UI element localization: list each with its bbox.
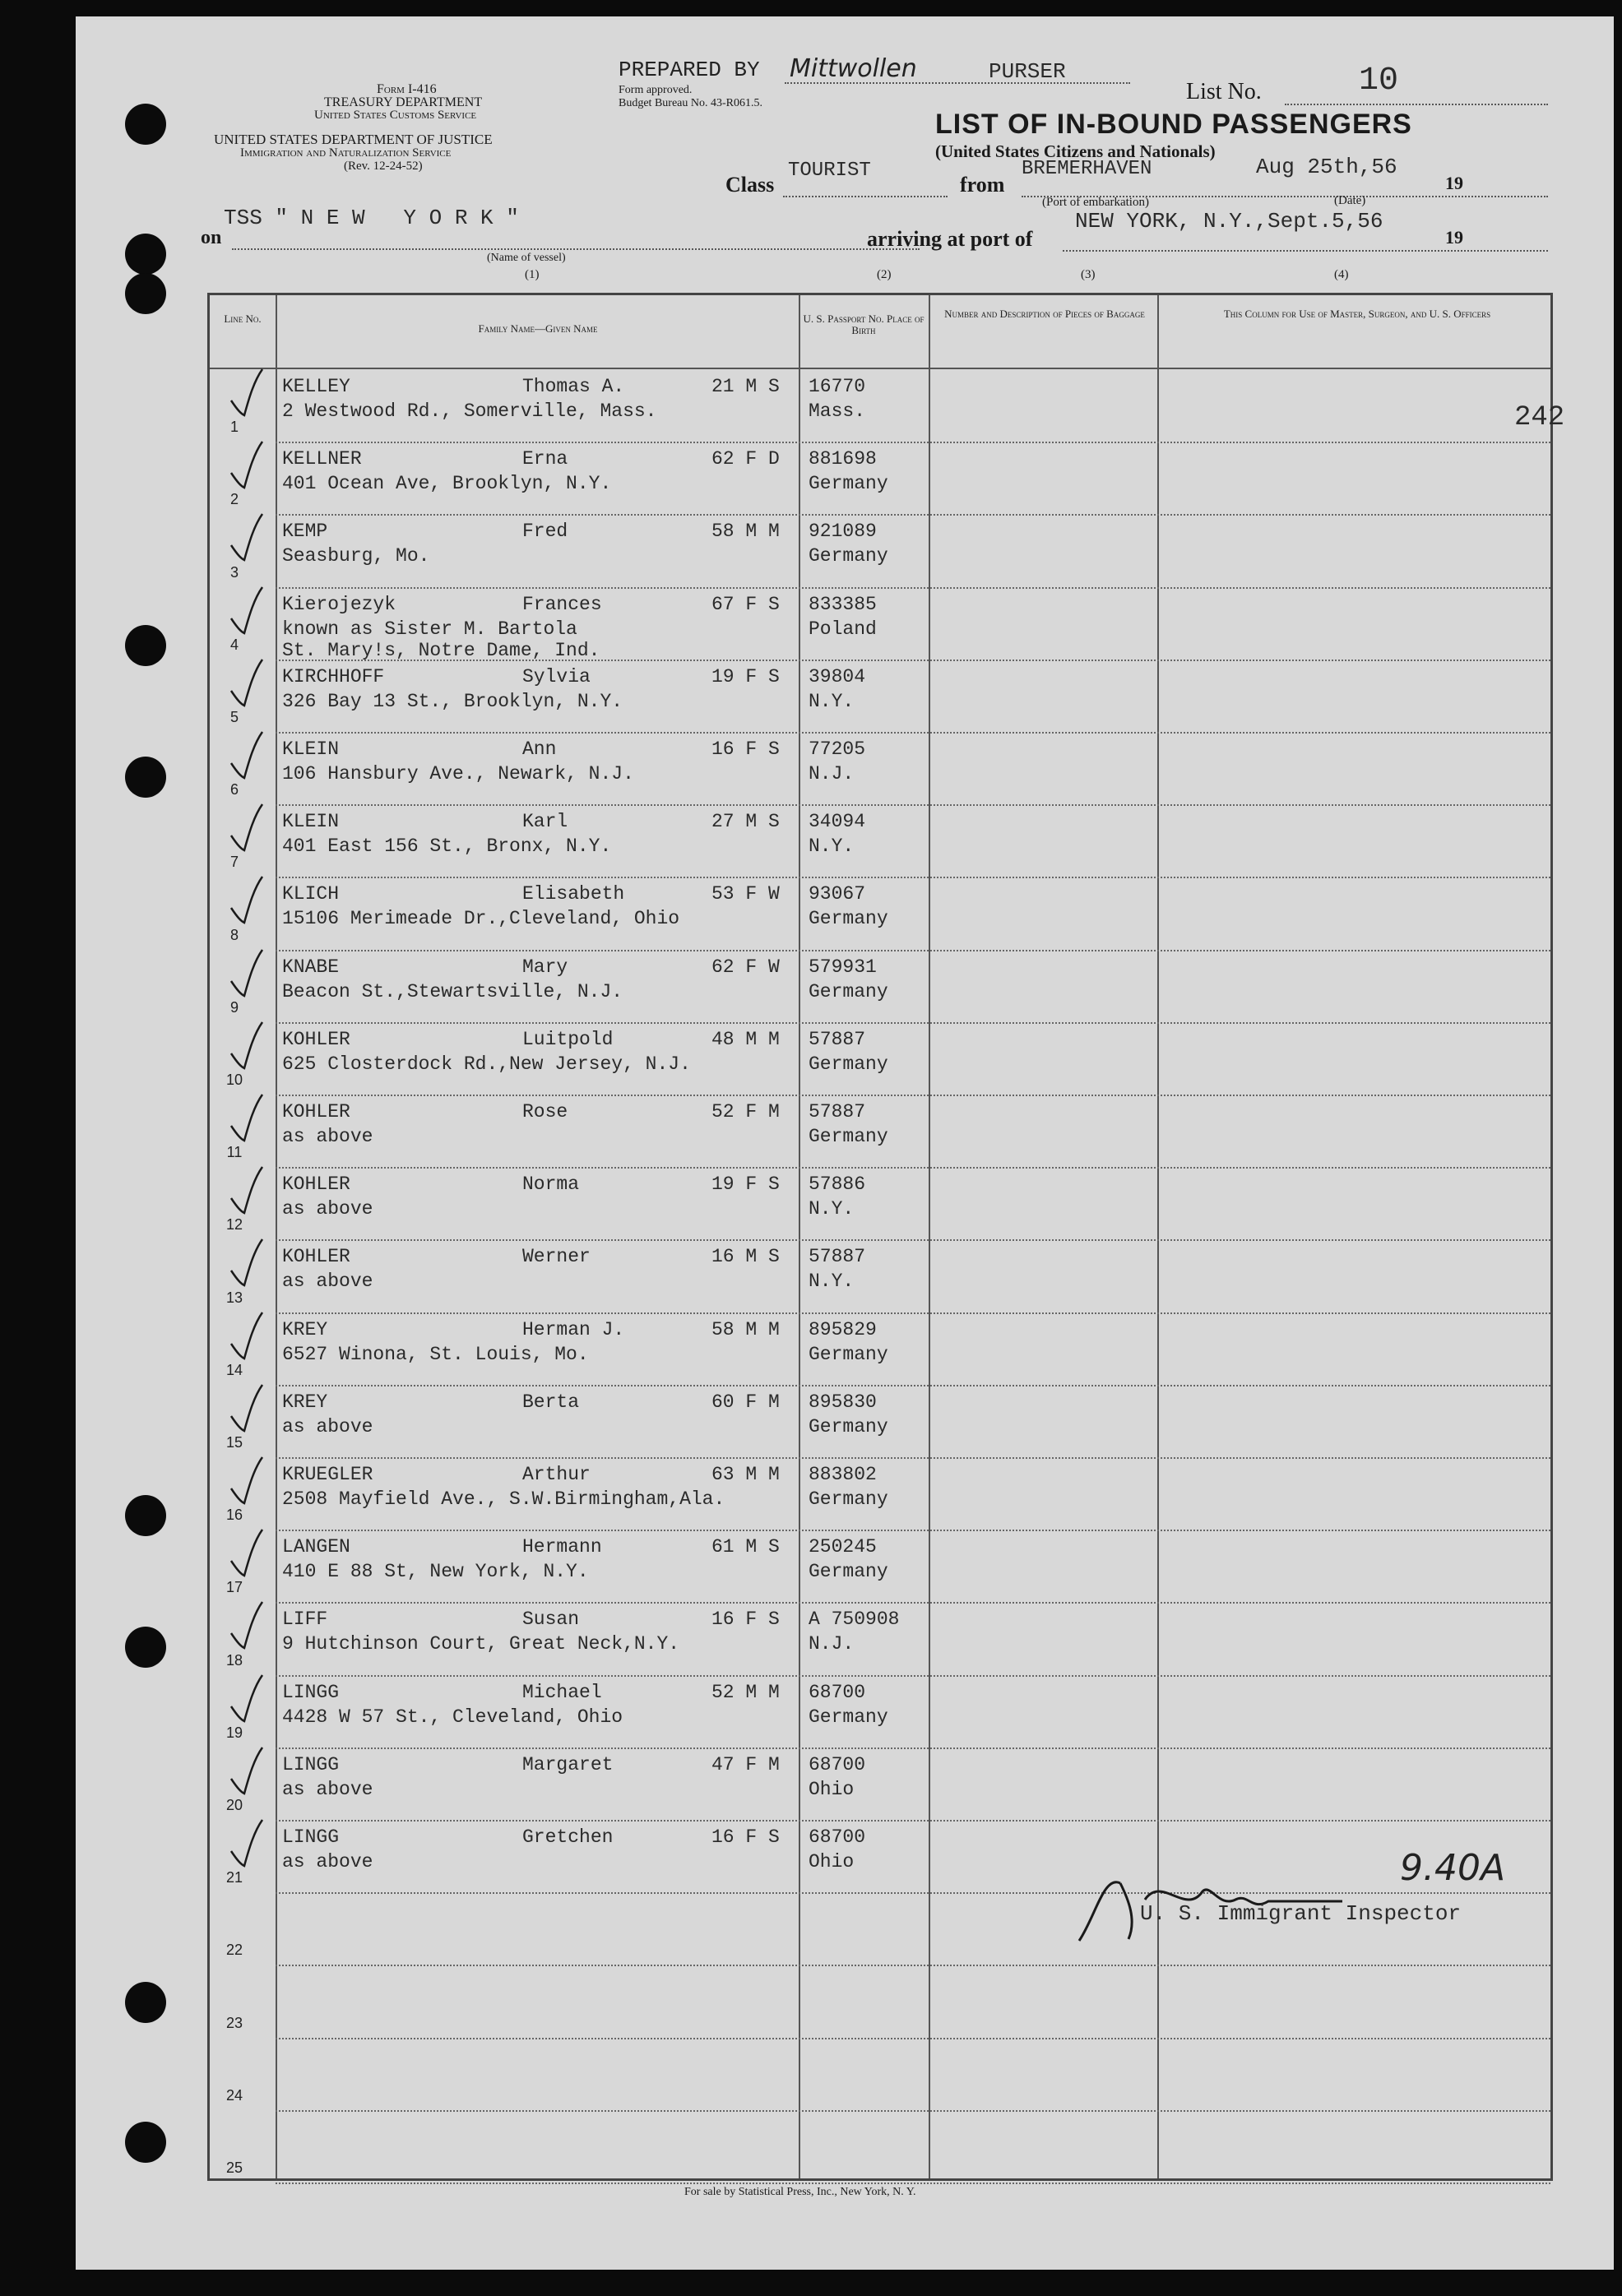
address: 15106 Merimeade Dr.,Cleveland, Ohio	[282, 908, 680, 930]
given-name: Luitpold	[522, 1028, 614, 1050]
passport-number: 57887	[809, 1101, 866, 1123]
given-name: Sylvia	[522, 665, 591, 687]
family-name: LINGG	[282, 1681, 340, 1703]
check-mark-icon	[226, 730, 264, 780]
passport-number: 34094	[809, 811, 866, 833]
address: 625 Closterdock Rd.,New Jersey, N.J.	[282, 1053, 691, 1075]
address: 2 Westwood Rd., Somerville, Mass.	[282, 400, 657, 422]
row-divider	[276, 442, 1550, 443]
check-mark-icon	[226, 875, 264, 924]
on-label: on	[201, 227, 222, 248]
treasury-dept: TREASURY DEPARTMENT	[324, 95, 483, 109]
given-name: Hermann	[522, 1536, 602, 1558]
col-num-1: (1)	[525, 268, 540, 281]
punch-hole	[125, 1627, 166, 1668]
place-of-birth: N.Y.	[809, 1271, 855, 1293]
list-no-label: List No.	[1186, 79, 1262, 104]
row-divider	[276, 1602, 1550, 1604]
line-number: 24	[225, 2086, 243, 2104]
line-number: 20	[225, 1797, 243, 1813]
row-divider	[276, 1675, 1550, 1677]
punch-hole	[125, 2122, 166, 2163]
passport-number: 57886	[809, 1173, 866, 1196]
line-number: 2	[229, 491, 239, 508]
given-name: Arthur	[522, 1464, 591, 1485]
revision: (Rev. 12-24-52)	[344, 160, 423, 173]
passport-number: 250245	[809, 1536, 877, 1558]
check-mark-icon	[226, 1238, 264, 1287]
given-name: Berta	[522, 1391, 580, 1413]
row-divider	[276, 1385, 1550, 1386]
age-sex-status: 19 F S	[711, 665, 780, 687]
place-of-birth: Germany	[809, 908, 888, 930]
row-divider	[276, 804, 1550, 806]
vessel-name: TSS " N E W Y O R K "	[224, 206, 519, 230]
passport-number: 39804	[809, 665, 866, 687]
place-of-birth: Germany	[809, 1053, 888, 1075]
col-header-passport: U. S. Passport No. Place of Birth	[803, 312, 925, 336]
row-divider	[276, 2183, 1550, 2184]
purser-label: PURSER	[989, 59, 1066, 84]
line-number: 5	[229, 709, 239, 725]
given-name: Elisabeth	[522, 883, 625, 905]
given-name: Frances	[522, 593, 602, 615]
row-divider	[276, 2038, 1550, 2039]
family-name: LINGG	[282, 1826, 340, 1848]
check-mark-icon	[226, 1528, 264, 1577]
vessel-label: (Name of vessel)	[487, 252, 566, 264]
given-name: Mary	[522, 956, 568, 978]
line-number: 18	[225, 1651, 243, 1669]
address: 106 Hansbury Ave., Newark, N.J.	[282, 763, 634, 785]
address: as above	[282, 1851, 373, 1872]
punch-hole	[125, 104, 166, 145]
family-name: Kierojezyk	[282, 593, 396, 615]
passport-number: 16770	[809, 376, 866, 397]
check-mark-icon	[226, 948, 264, 998]
family-name: KOHLER	[282, 1101, 350, 1123]
from-value: BREMERHAVEN	[1022, 158, 1152, 180]
row-divider	[276, 877, 1550, 878]
line-number: 16	[225, 1507, 243, 1524]
age-sex-status: 58 M M	[711, 1318, 780, 1340]
age-sex-status: 58 M M	[711, 521, 780, 543]
place-of-birth: Germany	[809, 545, 888, 567]
row-divider	[276, 1747, 1550, 1749]
col-num-3: (3)	[1081, 268, 1096, 281]
family-name: KIRCHHOFF	[282, 665, 385, 687]
line-number: 22	[225, 1942, 243, 1959]
given-name: Ann	[522, 738, 557, 760]
check-mark-icon	[226, 1093, 264, 1142]
row-divider	[276, 1965, 1550, 1966]
place-of-birth: Germany	[809, 473, 888, 495]
passport-number: 68700	[809, 1826, 866, 1848]
arrival-line	[1063, 250, 1548, 252]
form-title: LIST OF IN-BOUND PASSENGERS	[935, 109, 1412, 140]
age-sex-status: 62 F D	[711, 448, 780, 470]
place-of-birth: Germany	[809, 1706, 888, 1728]
age-sex-status: 52 F M	[711, 1101, 780, 1123]
line-number: 8	[229, 926, 239, 943]
given-name: Fred	[522, 521, 568, 543]
passport-number: 883802	[809, 1464, 877, 1485]
family-name: KLICH	[282, 883, 340, 905]
address: known as Sister M. Bartola	[282, 618, 577, 640]
line-number: 23	[225, 2014, 243, 2031]
address: 401 Ocean Ave, Brooklyn, N.Y.	[282, 473, 612, 495]
given-name: Karl	[522, 811, 568, 833]
address: 410 E 88 St, New York, N.Y.	[282, 1561, 589, 1583]
age-sex-status: 27 M S	[711, 811, 780, 833]
age-sex-status: 52 M M	[711, 1681, 780, 1703]
family-name: LINGG	[282, 1753, 340, 1775]
address: 6527 Winona, St. Louis, Mo.	[282, 1343, 589, 1365]
form-sheet	[76, 16, 1614, 2270]
passport-number: 895829	[809, 1318, 877, 1340]
punch-hole	[125, 757, 166, 798]
family-name: KOHLER	[282, 1246, 350, 1268]
address: 2508 Mayfield Ave., S.W.Birmingham,Ala.	[282, 1488, 725, 1510]
vessel-line	[232, 248, 920, 250]
class-line	[783, 196, 948, 197]
family-name: KLEIN	[282, 738, 340, 760]
age-sex-status: 16 F S	[711, 738, 780, 760]
given-name: Thomas A.	[522, 376, 625, 397]
age-sex-status: 47 F M	[711, 1753, 780, 1775]
age-sex-status: 21 M S	[711, 376, 780, 397]
place-of-birth: N.Y.	[809, 1198, 855, 1220]
family-name: KRUEGLER	[282, 1464, 373, 1485]
passport-number: 57887	[809, 1246, 866, 1268]
family-name: KREY	[282, 1318, 328, 1340]
arrival-value: NEW YORK, N.Y.,Sept.5,56	[1075, 209, 1383, 234]
address: 4428 W 57 St., Cleveland, Ohio	[282, 1706, 623, 1728]
line-number: 17	[225, 1579, 243, 1596]
age-sex-status: 60 F M	[711, 1391, 780, 1413]
address: as above	[282, 1126, 373, 1147]
age-sex-status: 16 M S	[711, 1246, 780, 1268]
address: 9 Hutchinson Court, Great Neck,N.Y.	[282, 1633, 680, 1655]
place-of-birth: Germany	[809, 1415, 888, 1437]
row-divider	[276, 1312, 1550, 1314]
age-sex-status: 53 F W	[711, 883, 780, 905]
passport-number: 77205	[809, 738, 866, 760]
row-divider	[276, 1820, 1550, 1822]
check-mark-icon	[226, 1456, 264, 1505]
form-approved: Form approved.	[619, 84, 693, 96]
address: Beacon St.,Stewartsville, N.J.	[282, 980, 623, 1002]
age-sex-status: 62 F W	[711, 956, 780, 978]
given-name: Margaret	[522, 1753, 614, 1775]
row-divider	[276, 1457, 1550, 1459]
row-divider	[276, 1530, 1550, 1531]
family-name: KOHLER	[282, 1173, 350, 1196]
line-number: 11	[226, 1144, 243, 1161]
given-name: Herman J.	[522, 1318, 625, 1340]
place-of-birth: Ohio	[809, 1778, 855, 1800]
address: as above	[282, 1415, 373, 1437]
family-name: KELLNER	[282, 448, 362, 470]
family-name: LANGEN	[282, 1536, 350, 1558]
year-1: 19	[1445, 173, 1463, 193]
family-name: KLEIN	[282, 811, 340, 833]
year-2: 19	[1445, 227, 1463, 248]
budget-bureau: Budget Bureau No. 43-R061.5.	[619, 97, 762, 109]
family-name: KELLEY	[282, 376, 350, 397]
form-subtitle: (United States Citizens and Nationals)	[935, 141, 1216, 161]
class-value: TOURIST	[788, 160, 871, 182]
passport-number: 833385	[809, 593, 877, 615]
age-sex-status: 19 F S	[711, 1173, 780, 1196]
punch-hole	[125, 1982, 166, 2023]
address: as above	[282, 1198, 373, 1220]
line-number: 13	[225, 1289, 243, 1306]
class-label: Class	[725, 173, 775, 197]
check-mark-icon	[226, 586, 264, 635]
check-mark-icon	[226, 1673, 264, 1723]
line-number: 6	[229, 781, 239, 799]
age-sex-status: 16 F S	[711, 1826, 780, 1848]
line-number: 21	[225, 1869, 243, 1886]
age-sex-status: 61 M S	[711, 1536, 780, 1558]
passport-number: 895830	[809, 1391, 877, 1413]
line-number: 14	[225, 1361, 243, 1378]
line-number: 12	[225, 1216, 243, 1234]
punch-hole	[125, 273, 166, 314]
given-name: Rose	[522, 1101, 568, 1123]
given-name: Susan	[522, 1609, 580, 1631]
age-sex-status: 48 M M	[711, 1028, 780, 1050]
list-no-line	[1285, 104, 1548, 105]
form-number: Form I-416	[377, 82, 437, 96]
place-of-birth: N.J.	[809, 1633, 855, 1655]
place-of-birth: N.Y.	[809, 836, 855, 858]
check-mark-icon	[226, 1311, 264, 1360]
col-num-2: (2)	[877, 268, 892, 281]
family-name: KREY	[282, 1391, 328, 1413]
check-mark-icon	[226, 512, 264, 562]
punch-hole	[125, 1495, 166, 1536]
ins: Immigration and Naturalization Service	[240, 146, 452, 160]
place-of-birth: N.J.	[809, 763, 855, 785]
check-mark-icon	[226, 658, 264, 707]
prepared-by-name: Mittwollen	[790, 54, 917, 83]
place-of-birth: Poland	[809, 618, 877, 640]
row-divider	[276, 1095, 1550, 1096]
list-no-value: 10	[1359, 62, 1399, 100]
date-value: Aug 25th,56	[1256, 155, 1397, 179]
col-header-line: Line No.	[224, 312, 262, 325]
justice-dept: UNITED STATES DEPARTMENT OF JUSTICE	[214, 132, 493, 147]
line-number: 10	[225, 1072, 243, 1088]
row-divider	[276, 1167, 1550, 1169]
line-number: 19	[225, 1724, 243, 1741]
passport-number: 579931	[809, 956, 877, 978]
address: as above	[282, 1271, 373, 1293]
place-of-birth: Mass.	[809, 400, 866, 422]
address: Seasburg, Mo.	[282, 545, 430, 567]
prepared-by-label: PREPARED BY	[619, 58, 760, 82]
age-sex-status: 63 M M	[711, 1464, 780, 1485]
passport-number: 881698	[809, 448, 877, 470]
col-header-baggage: Number and Description of Pieces of Baggage	[944, 308, 1145, 320]
given-name: Gretchen	[522, 1826, 614, 1848]
row-divider	[276, 1239, 1550, 1241]
row-divider	[276, 2110, 1550, 2112]
place-of-birth: Germany	[809, 1343, 888, 1365]
place-of-birth: Germany	[809, 1126, 888, 1147]
check-mark-icon	[226, 1383, 264, 1433]
address: 401 East 156 St., Bronx, N.Y.	[282, 836, 612, 858]
check-mark-icon	[226, 803, 264, 852]
line-number: 15	[225, 1434, 243, 1451]
inspector-initials: 9.40A	[1400, 1847, 1506, 1889]
punch-hole	[125, 625, 166, 666]
arriving-label: arriving at port of	[867, 227, 1033, 251]
family-name: KEMP	[282, 521, 328, 543]
passport-number: 57887	[809, 1028, 866, 1050]
row-divider	[276, 950, 1550, 951]
place-of-birth: Germany	[809, 980, 888, 1002]
place-of-birth: Germany	[809, 1488, 888, 1510]
address-line-2: St. Mary!s, Notre Dame, Ind.	[282, 639, 600, 661]
family-name: KOHLER	[282, 1028, 350, 1050]
check-mark-icon	[226, 440, 264, 489]
check-mark-icon	[226, 1021, 264, 1070]
row-divider	[276, 732, 1550, 734]
col-header-officers: This Column for Use of Master, Surgeon, and U. S. Officers	[1223, 308, 1491, 320]
address: 326 Bay 13 St., Brooklyn, N.Y.	[282, 690, 623, 712]
col-num-4: (4)	[1334, 268, 1349, 281]
given-name: Erna	[522, 448, 568, 470]
from-label: from	[960, 173, 1005, 197]
row-divider	[276, 587, 1550, 589]
customs-service: United States Customs Service	[314, 109, 477, 122]
check-mark-icon	[226, 1818, 264, 1868]
line-number: 9	[229, 998, 239, 1016]
address: as above	[282, 1778, 373, 1800]
line-number: 4	[229, 636, 239, 653]
family-name: LIFF	[282, 1609, 328, 1631]
line-number: 7	[229, 854, 239, 871]
place-of-birth: Germany	[809, 1561, 888, 1583]
passport-number: 68700	[809, 1681, 866, 1703]
passport-number: 93067	[809, 883, 866, 905]
age-sex-status: 16 F S	[711, 1609, 780, 1631]
place-of-birth: Ohio	[809, 1851, 855, 1872]
footer-printer: For sale by Statistical Press, Inc., New York, N. Y.	[684, 2186, 916, 2198]
line-number: 1	[229, 419, 239, 436]
check-mark-icon	[226, 1600, 264, 1650]
row-divider	[276, 1022, 1550, 1024]
check-mark-icon	[226, 1165, 264, 1215]
date-label: (Date)	[1334, 194, 1366, 207]
given-name: Norma	[522, 1173, 580, 1196]
port-embark-label: (Port of embarkation)	[1042, 196, 1149, 209]
place-of-birth: N.Y.	[809, 690, 855, 712]
line-number: 3	[229, 563, 239, 581]
check-mark-icon	[226, 368, 264, 417]
family-name: KNABE	[282, 956, 340, 978]
col-header-name: Family Name—Given Name	[478, 322, 598, 335]
punch-hole	[125, 234, 166, 275]
line-number: 25	[225, 2159, 243, 2176]
passport-number: 921089	[809, 521, 877, 543]
officer-note: 242	[1514, 402, 1565, 433]
check-mark-icon	[226, 1746, 264, 1795]
age-sex-status: 67 F S	[711, 593, 780, 615]
given-name: Werner	[522, 1246, 591, 1268]
passport-number: A 750908	[809, 1609, 900, 1631]
passport-number: 68700	[809, 1753, 866, 1775]
row-divider	[276, 514, 1550, 516]
inspector-title: U. S. Immigrant Inspector	[1140, 1901, 1462, 1926]
given-name: Michael	[522, 1681, 602, 1703]
